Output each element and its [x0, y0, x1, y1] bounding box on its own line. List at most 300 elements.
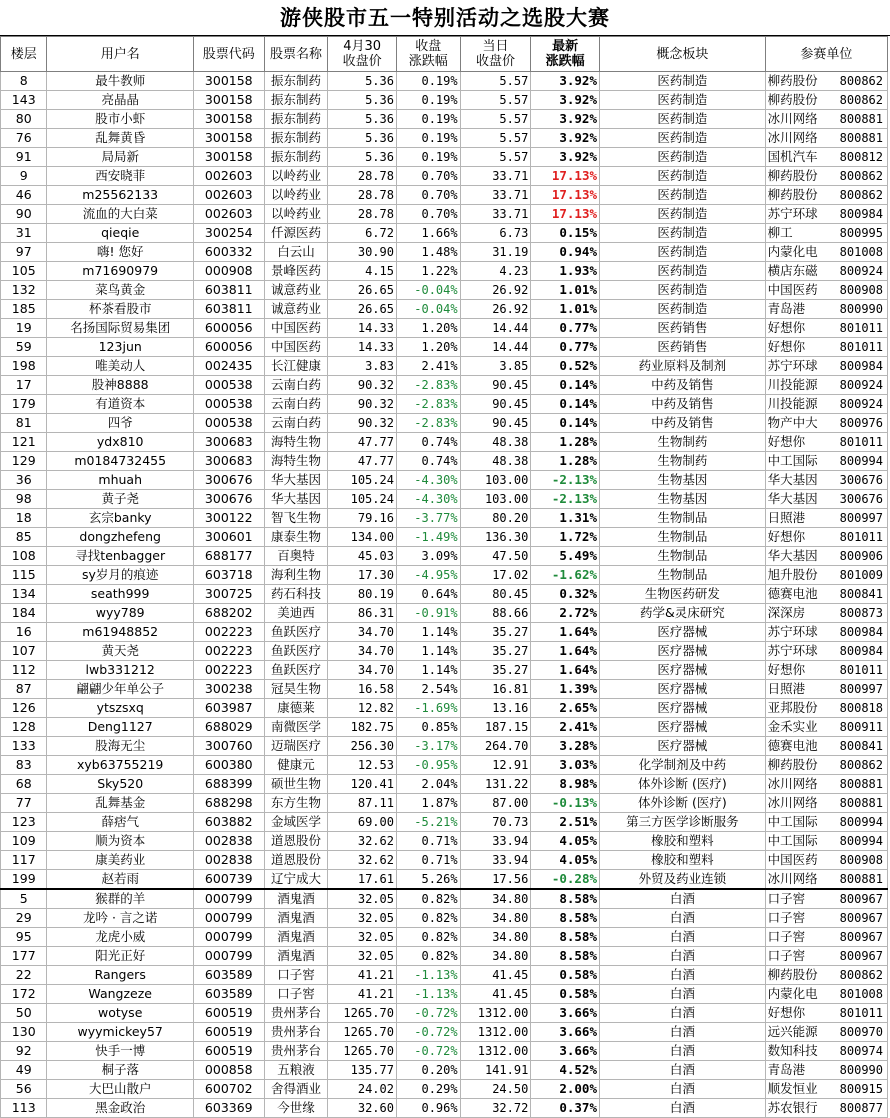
cell-user: 亮晶晶: [47, 91, 193, 110]
cell-user: 玄宗banky: [47, 509, 193, 528]
cell-concept: 白酒: [600, 966, 766, 985]
cell-unit-name: 青岛港: [765, 300, 830, 319]
cell-code: 603811: [193, 300, 264, 319]
header-change-l2: 涨跌幅: [408, 54, 448, 69]
cell-floor: 92: [1, 1042, 47, 1061]
cell-concept: 医药制造: [600, 91, 766, 110]
cell-latest-change: -1.62%: [531, 566, 600, 585]
cell-code: 000538: [193, 376, 264, 395]
cell-change: -5.21%: [396, 813, 460, 832]
cell-unit-code: 800881: [830, 110, 888, 129]
cell-latest-change: 3.92%: [531, 110, 600, 129]
cell-stock: 口子窖: [264, 966, 328, 985]
cell-code: 300158: [193, 129, 264, 148]
cell-latest-change: 3.92%: [531, 72, 600, 91]
cell-code: 603811: [193, 281, 264, 300]
cell-close-430: 5.36: [328, 72, 397, 91]
cell-unit-name: 柳工: [765, 224, 830, 243]
cell-change: 5.26%: [396, 870, 460, 890]
cell-change: 0.71%: [396, 832, 460, 851]
cell-unit-code: 801011: [830, 1004, 888, 1023]
cell-change: 0.29%: [396, 1080, 460, 1099]
cell-concept: 医疗器械: [600, 661, 766, 680]
cell-code: 000908: [193, 262, 264, 281]
cell-today-close: 17.56: [460, 870, 531, 890]
cell-close-430: 6.72: [328, 224, 397, 243]
cell-stock: 贵州茅台: [264, 1042, 328, 1061]
cell-unit-name: 柳药股份: [765, 186, 830, 205]
cell-unit-code: 800877: [830, 1099, 888, 1118]
table-row: [1, 680, 888, 699]
cell-unit-code: 800862: [830, 756, 888, 775]
cell-code: 002223: [193, 642, 264, 661]
table-row: [1, 243, 888, 262]
cell-stock: 以岭药业: [264, 167, 328, 186]
cell-unit-code: 800976: [830, 414, 888, 433]
cell-user: ydx810: [47, 433, 193, 452]
cell-concept: 中药及销售: [600, 414, 766, 433]
cell-change: -3.17%: [396, 737, 460, 756]
cell-unit-name: 中国医药: [765, 281, 830, 300]
cell-user: wyymickey57: [47, 1023, 193, 1042]
cell-user: 康美药业: [47, 851, 193, 870]
cell-close-430: 120.41: [328, 775, 397, 794]
cell-concept: 医药制造: [600, 300, 766, 319]
cell-change: 1.22%: [396, 262, 460, 281]
cell-user: wotyse: [47, 1004, 193, 1023]
cell-concept: 医药制造: [600, 129, 766, 148]
cell-stock: 今世缘: [264, 1099, 328, 1118]
cell-latest-change: -0.28%: [531, 870, 600, 890]
cell-close-430: 16.58: [328, 680, 397, 699]
cell-today-close: 31.19: [460, 243, 531, 262]
cell-latest-change: 1.28%: [531, 452, 600, 471]
cell-unit-code: 800881: [830, 870, 888, 890]
cell-floor: 184: [1, 604, 47, 623]
cell-unit-name: 好想你: [765, 433, 830, 452]
cell-unit-code: 800984: [830, 642, 888, 661]
cell-stock: 冠昊生物: [264, 680, 328, 699]
cell-close-430: 34.70: [328, 623, 397, 642]
cell-today-close: 41.45: [460, 966, 531, 985]
cell-unit-name: 好想你: [765, 1004, 830, 1023]
cell-latest-change: 1.31%: [531, 509, 600, 528]
cell-close-430: 105.24: [328, 471, 397, 490]
cell-change: -1.49%: [396, 528, 460, 547]
cell-code: 603718: [193, 566, 264, 585]
cell-change: -0.04%: [396, 281, 460, 300]
cell-close-430: 12.53: [328, 756, 397, 775]
cell-today-close: 70.73: [460, 813, 531, 832]
cell-stock: 诚意药业: [264, 300, 328, 319]
cell-unit-code: 800915: [830, 1080, 888, 1099]
cell-unit-name: 柳药股份: [765, 167, 830, 186]
cell-unit-code: 800984: [830, 623, 888, 642]
cell-unit-name: 华大基因: [765, 547, 830, 566]
cell-change: 1.14%: [396, 661, 460, 680]
cell-latest-change: -2.13%: [531, 490, 600, 509]
cell-concept: 白酒: [600, 1061, 766, 1080]
cell-close-430: 4.15: [328, 262, 397, 281]
cell-concept: 白酒: [600, 889, 766, 909]
table-row: [1, 224, 888, 243]
header-latest-l2: 涨跌幅: [545, 54, 585, 69]
cell-floor: 134: [1, 585, 47, 604]
cell-latest-change: 2.00%: [531, 1080, 600, 1099]
cell-change: -1.69%: [396, 699, 460, 718]
cell-unit-code: 800995: [830, 224, 888, 243]
cell-floor: 123: [1, 813, 47, 832]
cell-change: 1.87%: [396, 794, 460, 813]
cell-stock: 华大基因: [264, 490, 328, 509]
cell-unit-code: 801011: [830, 528, 888, 547]
cell-change: -3.77%: [396, 509, 460, 528]
cell-user: 嗨! 您好: [47, 243, 193, 262]
cell-floor: 97: [1, 243, 47, 262]
cell-floor: 68: [1, 775, 47, 794]
table-row: [1, 585, 888, 604]
cell-unit-code: 800906: [830, 547, 888, 566]
cell-floor: 179: [1, 395, 47, 414]
cell-code: 300158: [193, 72, 264, 91]
cell-change: 0.70%: [396, 186, 460, 205]
cell-code: 000538: [193, 414, 264, 433]
cell-today-close: 47.50: [460, 547, 531, 566]
cell-today-close: 35.27: [460, 623, 531, 642]
cell-latest-change: 0.77%: [531, 319, 600, 338]
cell-today-close: 12.91: [460, 756, 531, 775]
cell-user: dongzhefeng: [47, 528, 193, 547]
cell-stock: 东方生物: [264, 794, 328, 813]
cell-unit-name: 柳药股份: [765, 756, 830, 775]
table-row: [1, 947, 888, 966]
cell-stock: 振东制药: [264, 72, 328, 91]
cell-unit-name: 德赛电池: [765, 737, 830, 756]
cell-user: seath999: [47, 585, 193, 604]
cell-unit-name: 冰川网络: [765, 775, 830, 794]
cell-user: 西安晓菲: [47, 167, 193, 186]
cell-latest-change: 8.58%: [531, 909, 600, 928]
cell-unit-name: 柳药股份: [765, 966, 830, 985]
cell-today-close: 24.50: [460, 1080, 531, 1099]
cell-stock: 道恩股份: [264, 832, 328, 851]
cell-floor: 126: [1, 699, 47, 718]
cell-code: 600056: [193, 319, 264, 338]
cell-latest-change: 1.01%: [531, 300, 600, 319]
table-row: [1, 91, 888, 110]
cell-latest-change: 1.28%: [531, 433, 600, 452]
cell-latest-change: 8.58%: [531, 947, 600, 966]
cell-unit-name: 日照港: [765, 509, 830, 528]
cell-user: 黑金政治: [47, 1099, 193, 1118]
cell-stock: 智飞生物: [264, 509, 328, 528]
cell-close-430: 256.30: [328, 737, 397, 756]
table-row: [1, 832, 888, 851]
table-row: [1, 471, 888, 490]
header-change: [396, 37, 460, 72]
cell-stock: 中国医药: [264, 338, 328, 357]
cell-unit-code: 300676: [830, 471, 888, 490]
header-today-close: [460, 37, 531, 72]
cell-change: 1.14%: [396, 642, 460, 661]
cell-today-close: 34.80: [460, 889, 531, 909]
cell-concept: 医疗器械: [600, 699, 766, 718]
table-row: [1, 509, 888, 528]
cell-concept: 白酒: [600, 1042, 766, 1061]
cell-unit-name: 冰川网络: [765, 129, 830, 148]
cell-today-close: 26.92: [460, 300, 531, 319]
table-row: [1, 395, 888, 414]
cell-floor: 85: [1, 528, 47, 547]
cell-stock: 景峰医药: [264, 262, 328, 281]
cell-unit-code: 800997: [830, 680, 888, 699]
cell-floor: 112: [1, 661, 47, 680]
cell-user: 翩翩少年单公子: [47, 680, 193, 699]
cell-today-close: 34.80: [460, 947, 531, 966]
cell-today-close: 13.16: [460, 699, 531, 718]
cell-close-430: 5.36: [328, 91, 397, 110]
header-user: 用户名: [47, 37, 193, 72]
table-row: [1, 319, 888, 338]
cell-user: m0184732455: [47, 452, 193, 471]
cell-stock: 海利生物: [264, 566, 328, 585]
cell-unit-name: 口子窖: [765, 889, 830, 909]
cell-stock: 以岭药业: [264, 205, 328, 224]
cell-floor: 17: [1, 376, 47, 395]
cell-unit-name: 冰川网络: [765, 794, 830, 813]
cell-code: 300683: [193, 452, 264, 471]
cell-latest-change: 17.13%: [531, 186, 600, 205]
cell-unit-name: 苏宁环球: [765, 623, 830, 642]
cell-user: m61948852: [47, 623, 193, 642]
cell-stock: 辽宁成大: [264, 870, 328, 890]
cell-unit-code: 800967: [830, 947, 888, 966]
cell-user: mhuah: [47, 471, 193, 490]
cell-latest-change: 4.05%: [531, 851, 600, 870]
cell-user: 名扬国际贸易集团: [47, 319, 193, 338]
cell-today-close: 103.00: [460, 471, 531, 490]
cell-code: 002838: [193, 851, 264, 870]
cell-floor: 129: [1, 452, 47, 471]
cell-close-430: 80.19: [328, 585, 397, 604]
cell-floor: 113: [1, 1099, 47, 1118]
cell-change: 0.64%: [396, 585, 460, 604]
cell-change: 0.82%: [396, 928, 460, 947]
cell-floor: 143: [1, 91, 47, 110]
cell-user: 股神8888: [47, 376, 193, 395]
cell-floor: 177: [1, 947, 47, 966]
cell-unit-code: 800862: [830, 186, 888, 205]
cell-unit-name: 内蒙化电: [765, 985, 830, 1004]
cell-user: wyy789: [47, 604, 193, 623]
cell-concept: 医药制造: [600, 281, 766, 300]
cell-user: 大巴山散户: [47, 1080, 193, 1099]
cell-latest-change: 1.64%: [531, 661, 600, 680]
cell-stock: 康德莱: [264, 699, 328, 718]
cell-close-430: 32.62: [328, 851, 397, 870]
header-close-430-l2: 收盘价: [342, 54, 382, 69]
cell-change: 2.04%: [396, 775, 460, 794]
cell-unit-code: 800862: [830, 91, 888, 110]
table-row: [1, 300, 888, 319]
header-latest-change: [531, 37, 600, 72]
cell-concept: 白酒: [600, 909, 766, 928]
cell-change: 0.82%: [396, 889, 460, 909]
cell-change: 0.19%: [396, 148, 460, 167]
cell-floor: 18: [1, 509, 47, 528]
table-row: [1, 756, 888, 775]
cell-change: 0.74%: [396, 452, 460, 471]
cell-unit-code: 800881: [830, 775, 888, 794]
cell-floor: 128: [1, 718, 47, 737]
cell-stock: 振东制药: [264, 129, 328, 148]
cell-floor: 81: [1, 414, 47, 433]
cell-change: -0.72%: [396, 1023, 460, 1042]
cell-latest-change: 1.64%: [531, 623, 600, 642]
cell-floor: 50: [1, 1004, 47, 1023]
cell-concept: 生物基因: [600, 471, 766, 490]
table-row: [1, 281, 888, 300]
cell-change: 1.14%: [396, 623, 460, 642]
cell-latest-change: 0.32%: [531, 585, 600, 604]
table-row: [1, 129, 888, 148]
cell-floor: 83: [1, 756, 47, 775]
cell-close-430: 12.82: [328, 699, 397, 718]
cell-close-430: 86.31: [328, 604, 397, 623]
cell-unit-code: 800818: [830, 699, 888, 718]
cell-change: 0.85%: [396, 718, 460, 737]
cell-today-close: 33.71: [460, 167, 531, 186]
cell-unit-name: 国机汽车: [765, 148, 830, 167]
cell-latest-change: 0.15%: [531, 224, 600, 243]
cell-close-430: 32.60: [328, 1099, 397, 1118]
cell-today-close: 264.70: [460, 737, 531, 756]
table-row: [1, 623, 888, 642]
cell-concept: 医药制造: [600, 167, 766, 186]
cell-unit-name: 深深房: [765, 604, 830, 623]
cell-latest-change: 3.92%: [531, 129, 600, 148]
cell-unit-name: 冰川网络: [765, 110, 830, 129]
cell-latest-change: 3.66%: [531, 1004, 600, 1023]
cell-today-close: 5.57: [460, 91, 531, 110]
table-row: [1, 452, 888, 471]
header-row: [1, 37, 888, 72]
cell-today-close: 14.44: [460, 319, 531, 338]
table-row: [1, 376, 888, 395]
cell-floor: 132: [1, 281, 47, 300]
cell-concept: 生物制药: [600, 433, 766, 452]
table-row: [1, 490, 888, 509]
cell-floor: 107: [1, 642, 47, 661]
cell-stock: 酒鬼酒: [264, 889, 328, 909]
cell-stock: 云南白药: [264, 414, 328, 433]
table-row: [1, 985, 888, 1004]
cell-change: -4.95%: [396, 566, 460, 585]
cell-user: 龙虎小威: [47, 928, 193, 947]
table-row: [1, 186, 888, 205]
cell-code: 000799: [193, 928, 264, 947]
cell-concept: 医药制造: [600, 224, 766, 243]
cell-unit-name: 柳药股份: [765, 91, 830, 110]
cell-latest-change: 0.14%: [531, 395, 600, 414]
cell-unit-name: 日照港: [765, 680, 830, 699]
cell-concept: 医疗器械: [600, 718, 766, 737]
table-row: [1, 775, 888, 794]
cell-stock: 云南白药: [264, 376, 328, 395]
table-row: [1, 1080, 888, 1099]
cell-latest-change: 0.14%: [531, 376, 600, 395]
cell-floor: 115: [1, 566, 47, 585]
cell-floor: 95: [1, 928, 47, 947]
cell-stock: 鱼跃医疗: [264, 661, 328, 680]
cell-change: 1.66%: [396, 224, 460, 243]
cell-close-430: 5.36: [328, 148, 397, 167]
cell-unit-name: 口子窖: [765, 928, 830, 947]
table-row: [1, 110, 888, 129]
cell-code: 002435: [193, 357, 264, 376]
cell-floor: 90: [1, 205, 47, 224]
cell-code: 603987: [193, 699, 264, 718]
cell-unit-name: 中国医药: [765, 851, 830, 870]
cell-stock: 康泰生物: [264, 528, 328, 547]
cell-user: 唯美动人: [47, 357, 193, 376]
table-row: [1, 870, 888, 890]
cell-latest-change: 8.98%: [531, 775, 600, 794]
cell-unit-name: 好想你: [765, 319, 830, 338]
cell-today-close: 48.38: [460, 452, 531, 471]
cell-concept: 白酒: [600, 928, 766, 947]
cell-unit-code: 800862: [830, 72, 888, 91]
cell-unit-name: 德赛电池: [765, 585, 830, 604]
cell-latest-change: 0.52%: [531, 357, 600, 376]
cell-latest-change: 1.64%: [531, 642, 600, 661]
cell-concept: 中药及销售: [600, 376, 766, 395]
cell-change: 0.19%: [396, 91, 460, 110]
cell-close-430: 182.75: [328, 718, 397, 737]
cell-unit-name: 中工国际: [765, 832, 830, 851]
cell-change: 0.19%: [396, 129, 460, 148]
cell-stock: 美迪西: [264, 604, 328, 623]
cell-concept: 医药制造: [600, 110, 766, 129]
cell-user: 寻找tenbagger: [47, 547, 193, 566]
cell-user: 股市小虾: [47, 110, 193, 129]
cell-floor: 5: [1, 889, 47, 909]
cell-stock: 健康元: [264, 756, 328, 775]
table-row: [1, 414, 888, 433]
cell-floor: 172: [1, 985, 47, 1004]
cell-user: Sky520: [47, 775, 193, 794]
cell-floor: 109: [1, 832, 47, 851]
cell-latest-change: 17.13%: [531, 205, 600, 224]
cell-concept: 体外诊断 (医疗): [600, 775, 766, 794]
cell-code: 300760: [193, 737, 264, 756]
cell-unit-name: 金禾实业: [765, 718, 830, 737]
cell-close-430: 32.62: [328, 832, 397, 851]
cell-stock: 酒鬼酒: [264, 928, 328, 947]
cell-concept: 外贸及药业连锁: [600, 870, 766, 890]
table-row: [1, 357, 888, 376]
cell-floor: 22: [1, 966, 47, 985]
cell-stock: 华大基因: [264, 471, 328, 490]
cell-unit-name: 顺发恒业: [765, 1080, 830, 1099]
cell-user: sy岁月的痕迹: [47, 566, 193, 585]
cell-today-close: 41.45: [460, 985, 531, 1004]
cell-code: 600056: [193, 338, 264, 357]
cell-change: 0.71%: [396, 851, 460, 870]
cell-concept: 化学制剂及中药: [600, 756, 766, 775]
cell-floor: 49: [1, 1061, 47, 1080]
cell-today-close: 187.15: [460, 718, 531, 737]
